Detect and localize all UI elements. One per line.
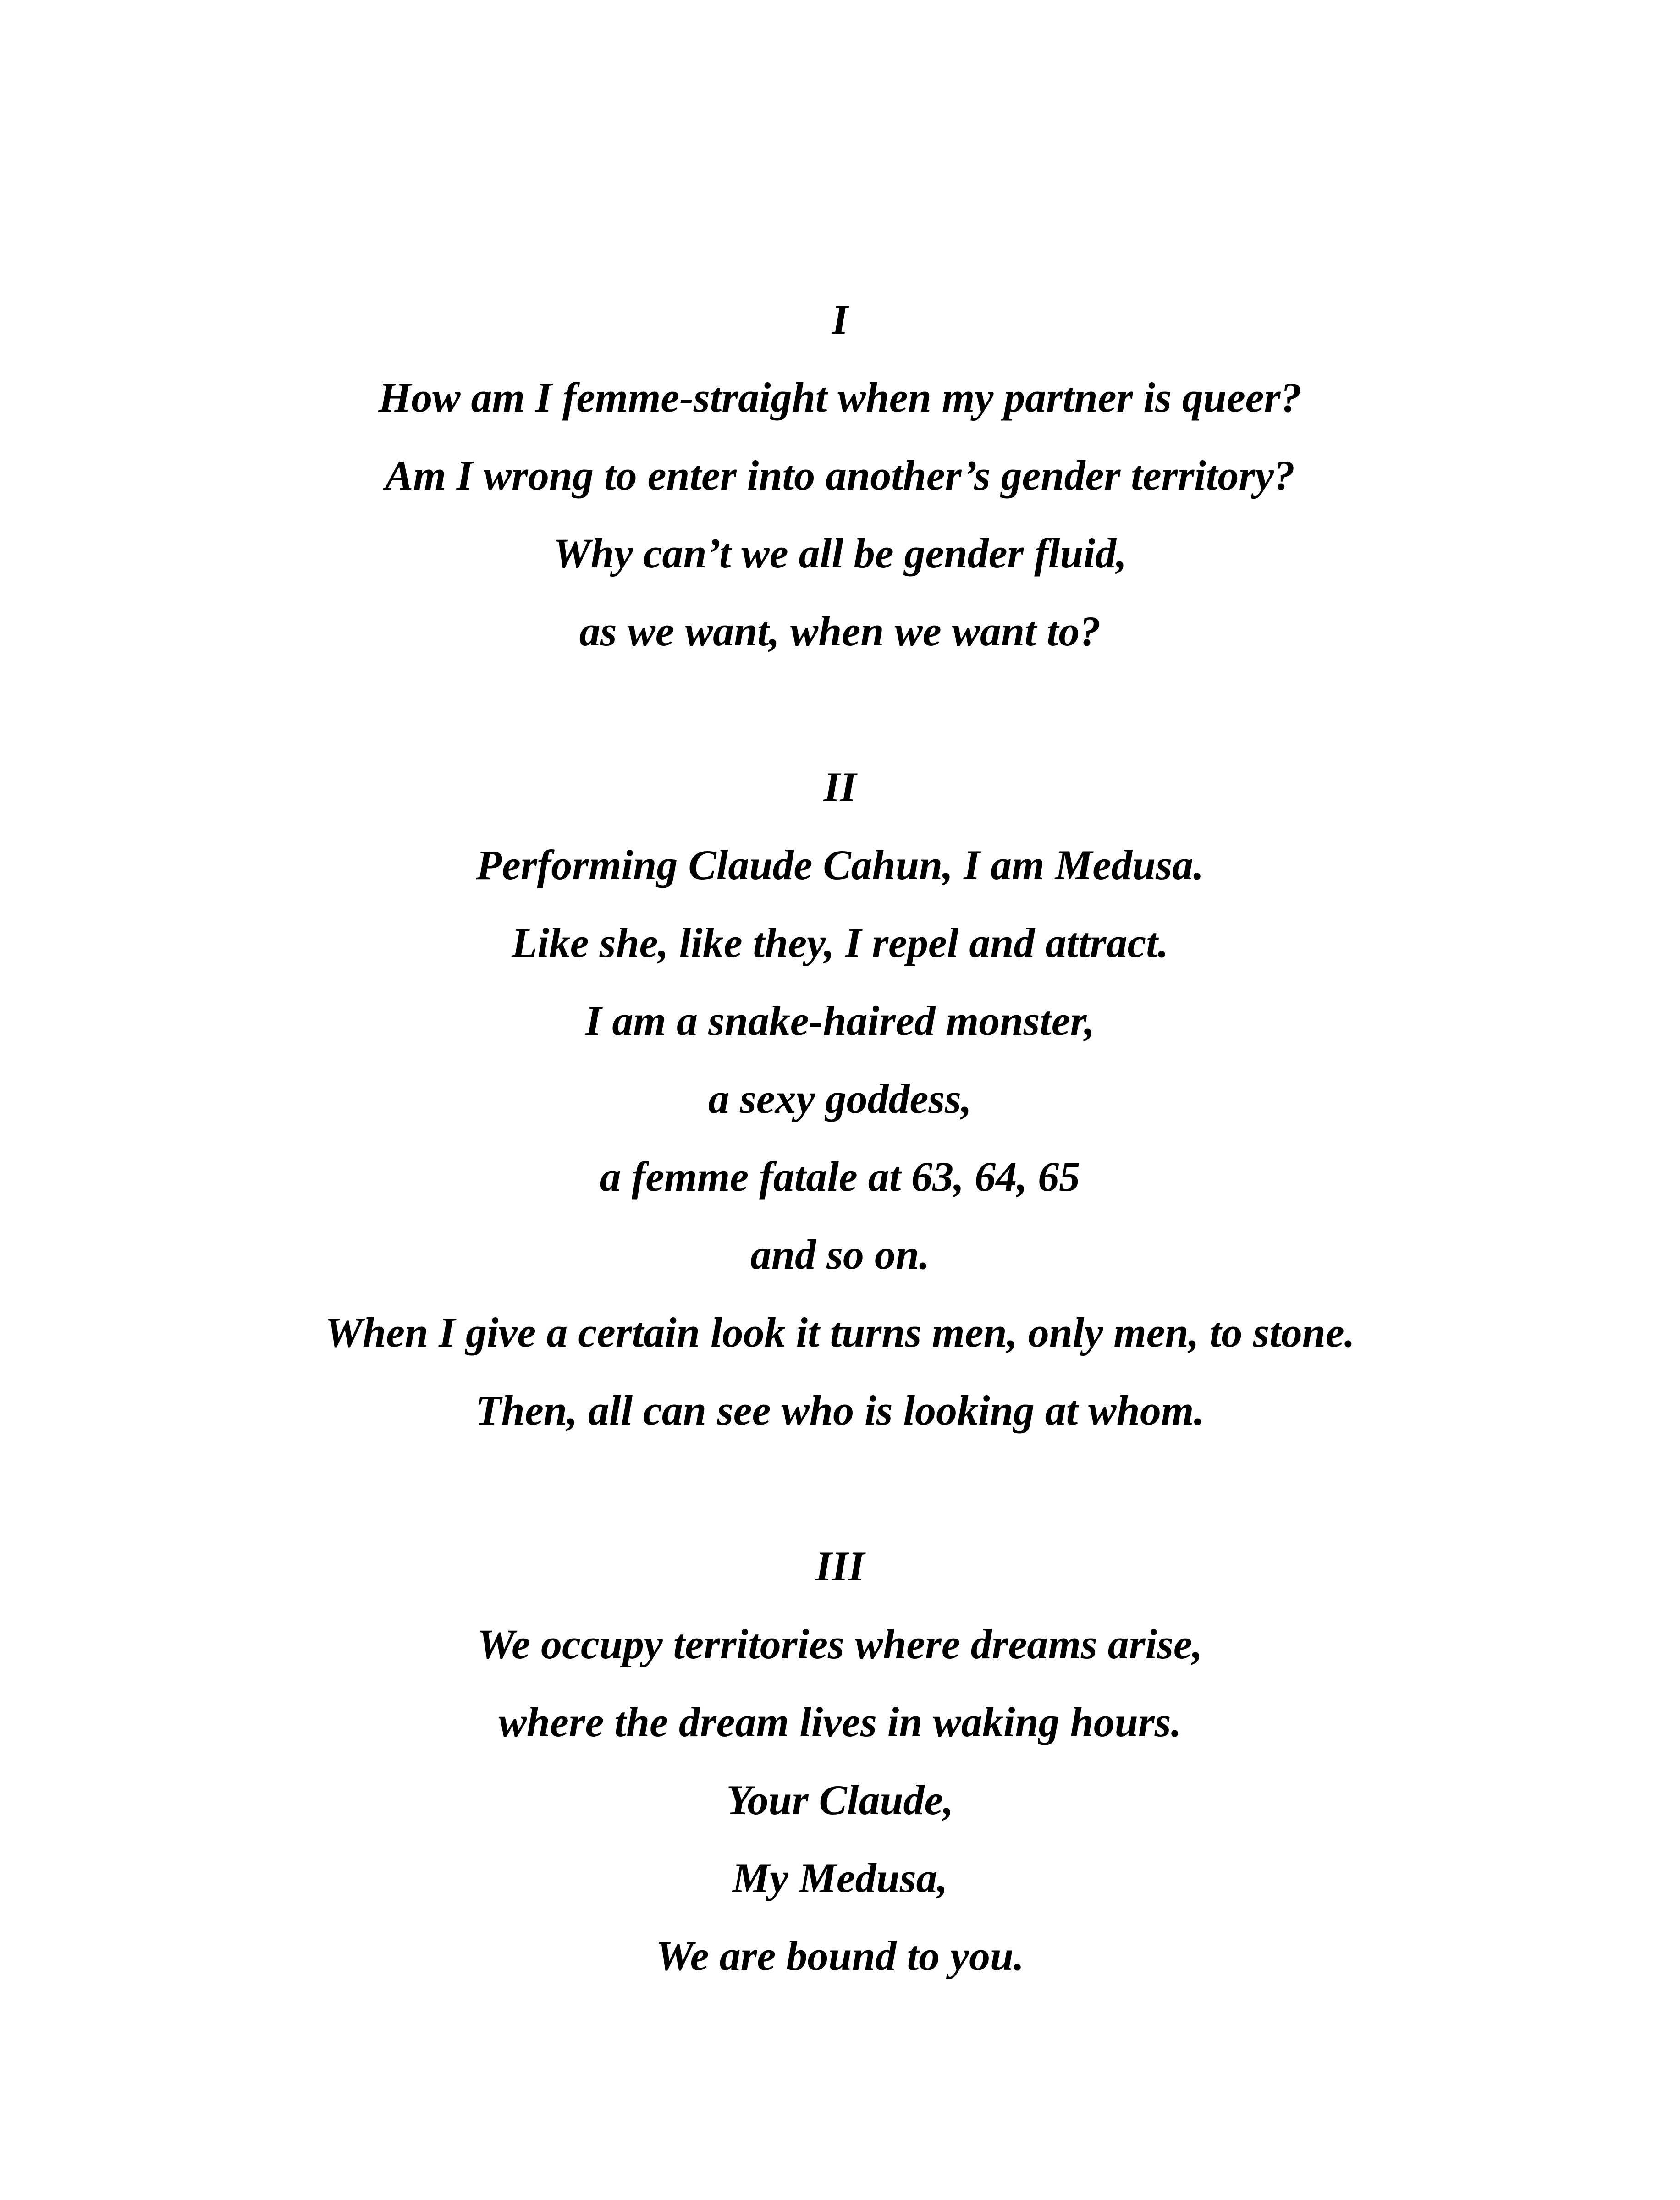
stanza-numeral: II (823, 764, 857, 810)
stanza-spacer (0, 1449, 1680, 1527)
poem-line: a femme fatale at 63, 64, 65 (600, 1153, 1080, 1200)
poem (0, 280, 1680, 1995)
stanza-1 (0, 280, 1680, 670)
poem-line: Performing Claude Cahun, I am Medusa. (476, 842, 1204, 888)
stanza-numeral: III (815, 1543, 865, 1590)
poem-line: Like she, like they, I repel and attract. (512, 919, 1168, 966)
poem-line: When I give a certain look it turns men, only men, to stone. (325, 1309, 1355, 1356)
poem-line: I am a snake-haired monster, (585, 997, 1095, 1044)
poem-line: a sexy goddess, (708, 1075, 972, 1122)
poem-line: Then, all can see who is looking at whom. (475, 1387, 1205, 1434)
poem-line: and so on. (750, 1231, 930, 1278)
stanza-numeral: I (832, 296, 848, 343)
stanza-spacer (0, 670, 1680, 748)
stanza-3 (0, 1527, 1680, 1995)
poem-line: where the dream lives in waking hours. (498, 1699, 1182, 1745)
poem-line: Your Claude, (726, 1776, 954, 1823)
stanza-2 (0, 748, 1680, 1449)
poem-line: We are bound to you. (655, 1932, 1025, 1979)
poem-line: We occupy territories where dreams arise, (477, 1621, 1203, 1667)
poem-line: Am I wrong to enter into another’s gender territory? (385, 452, 1295, 499)
poem-line: Why can’t we all be gender fluid, (553, 530, 1127, 577)
poem-line: How am I femme-straight when my partner is queer? (378, 374, 1302, 421)
poem-line: My Medusa, (732, 1854, 948, 1901)
poem-line: as we want, when we want to? (579, 608, 1101, 654)
